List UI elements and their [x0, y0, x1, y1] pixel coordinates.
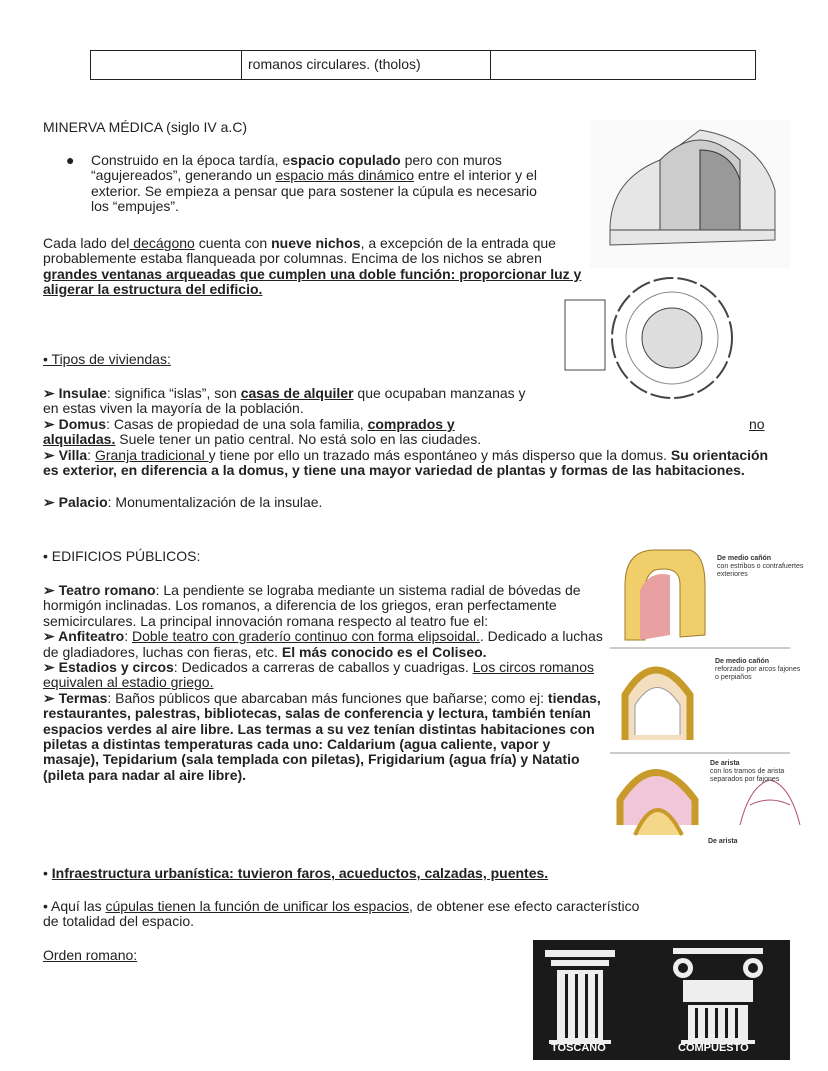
minerva-medica-illustration	[590, 120, 790, 268]
vaults-illustration	[610, 545, 820, 855]
order-toscano-label: TOSCANO	[551, 1041, 606, 1054]
vault-3-title: De arista	[710, 760, 740, 767]
vault-2-title: De medio cañón	[715, 658, 770, 665]
vault-1-title: De medio cañón	[717, 555, 772, 562]
table-cell	[491, 51, 756, 80]
infraestructura-item: • Infraestructura urbanística: tuvieron faros, acueductos, calzadas, puentes.	[43, 865, 549, 881]
publicos-body	[43, 583, 603, 783]
top-table	[90, 50, 756, 80]
estadios-item: ➢ Estadios y circos: Dedicados a carreras de caballos y cuadrigas. Los circos romanos equivalen al estadio griego.	[43, 659, 595, 691]
vault-3-foot: De arista	[708, 838, 738, 845]
palacio-item: ➢ Palacio: Monumentalización de la insulae.	[43, 494, 323, 510]
table-cell	[91, 51, 242, 80]
termas-item: ➢ Termas: Baños públicos que abarcaban más funciones que bañarse; como ej: tiendas, restaurantes, palestras, bibliotecas, salas de conferencia y lectura, también tenían espacios verdes al aire libre. Las termas a su vez tenían distintas habitaciones con piletas a distintas temperaturas cada uno: Caldarium (agua caliente, vapor y masaje), Tepidarium (sala templada con piletas), Frigidarium (agua fría) y Natatio (pileta para nadar al aire libre).	[43, 689, 601, 783]
roman-orders-illustration	[533, 940, 790, 1060]
cupulas-item: • Aquí las cúpulas tienen la función de unificar los espacios, de obtener ese efecto característico de totalidad del espacio.	[43, 898, 640, 930]
vault-2-desc: reforzado por arcos fajones o perpiaños	[715, 666, 801, 681]
vault-1-desc: con estribos o contrafuertes exteriores	[717, 563, 804, 578]
villa-item: ➢ Villa: Granja tradicional y tiene por ello un trazado más espontáneo y más disperso que la domus. Su orientación es exterior, en diferencia a la domus, y tiene una mayor variedad de plantas y formas de las habitaciones.	[43, 447, 769, 479]
minerva-paragraph: Cada lado del decágono cuenta con nueve nichos, a excepción de la entrada que probablemente estaba flanqueada por columnas. Encima de los nichos se abren grandes ventanas arqueadas que cumplen una doble función: proporcionar luz y aligerar la estructura del edificio.	[43, 235, 582, 298]
domus-item: ➢ Domus: Casas de propiedad de una sola familia, comprados y no alquiladas. Suele tener un patio central. No está solo en las ciudades.	[43, 416, 765, 448]
insulae-item: ➢ Insulae: significa “islas”, son casas de alquiler que ocupaban manzanas y en estas viven la mayoría de la población.	[43, 385, 526, 417]
publicos-title: • EDIFICIOS PÚBLICOS:	[43, 548, 201, 564]
minerva-title: MINERVA MÉDICA (siglo IV a.C)	[43, 119, 248, 135]
orden-title: Orden romano:	[43, 947, 138, 963]
minerva-plan-illustration	[560, 270, 755, 407]
anfiteatro-item: ➢ Anfiteatro: Doble teatro con graderío continuo con forma elipsoidal.. Dedicado a luchas de gladiadores, luchas con fieras, etc. El más conocido es el Coliseo.	[43, 628, 603, 660]
vault-3-desc: con los tramos de arista separados por fajones	[710, 768, 785, 783]
order-compuesto-label: COMPUESTO	[678, 1041, 749, 1054]
teatro-item: ➢ Teatro romano: La pendiente se lograba mediante un sistema radial de bóvedas de hormigón inclinadas. Los romanos, a diferencia de los griegos, eran perfectamente semicirculares. La principal innovación romana respecto al teatro fue el:	[43, 582, 581, 629]
viviendas-title: • Tipos de viviendas:	[43, 351, 171, 367]
minerva-bullet: ● Construido en la época tardía, espacio copulado pero con muros “agujereados”, generando un espacio más dinámico entre el interior y el exterior. Se empieza a pensar que para sostener la cúpula es necesario los “empujes”.	[66, 152, 537, 215]
table-cell: romanos circulares. (tholos)	[242, 51, 491, 80]
